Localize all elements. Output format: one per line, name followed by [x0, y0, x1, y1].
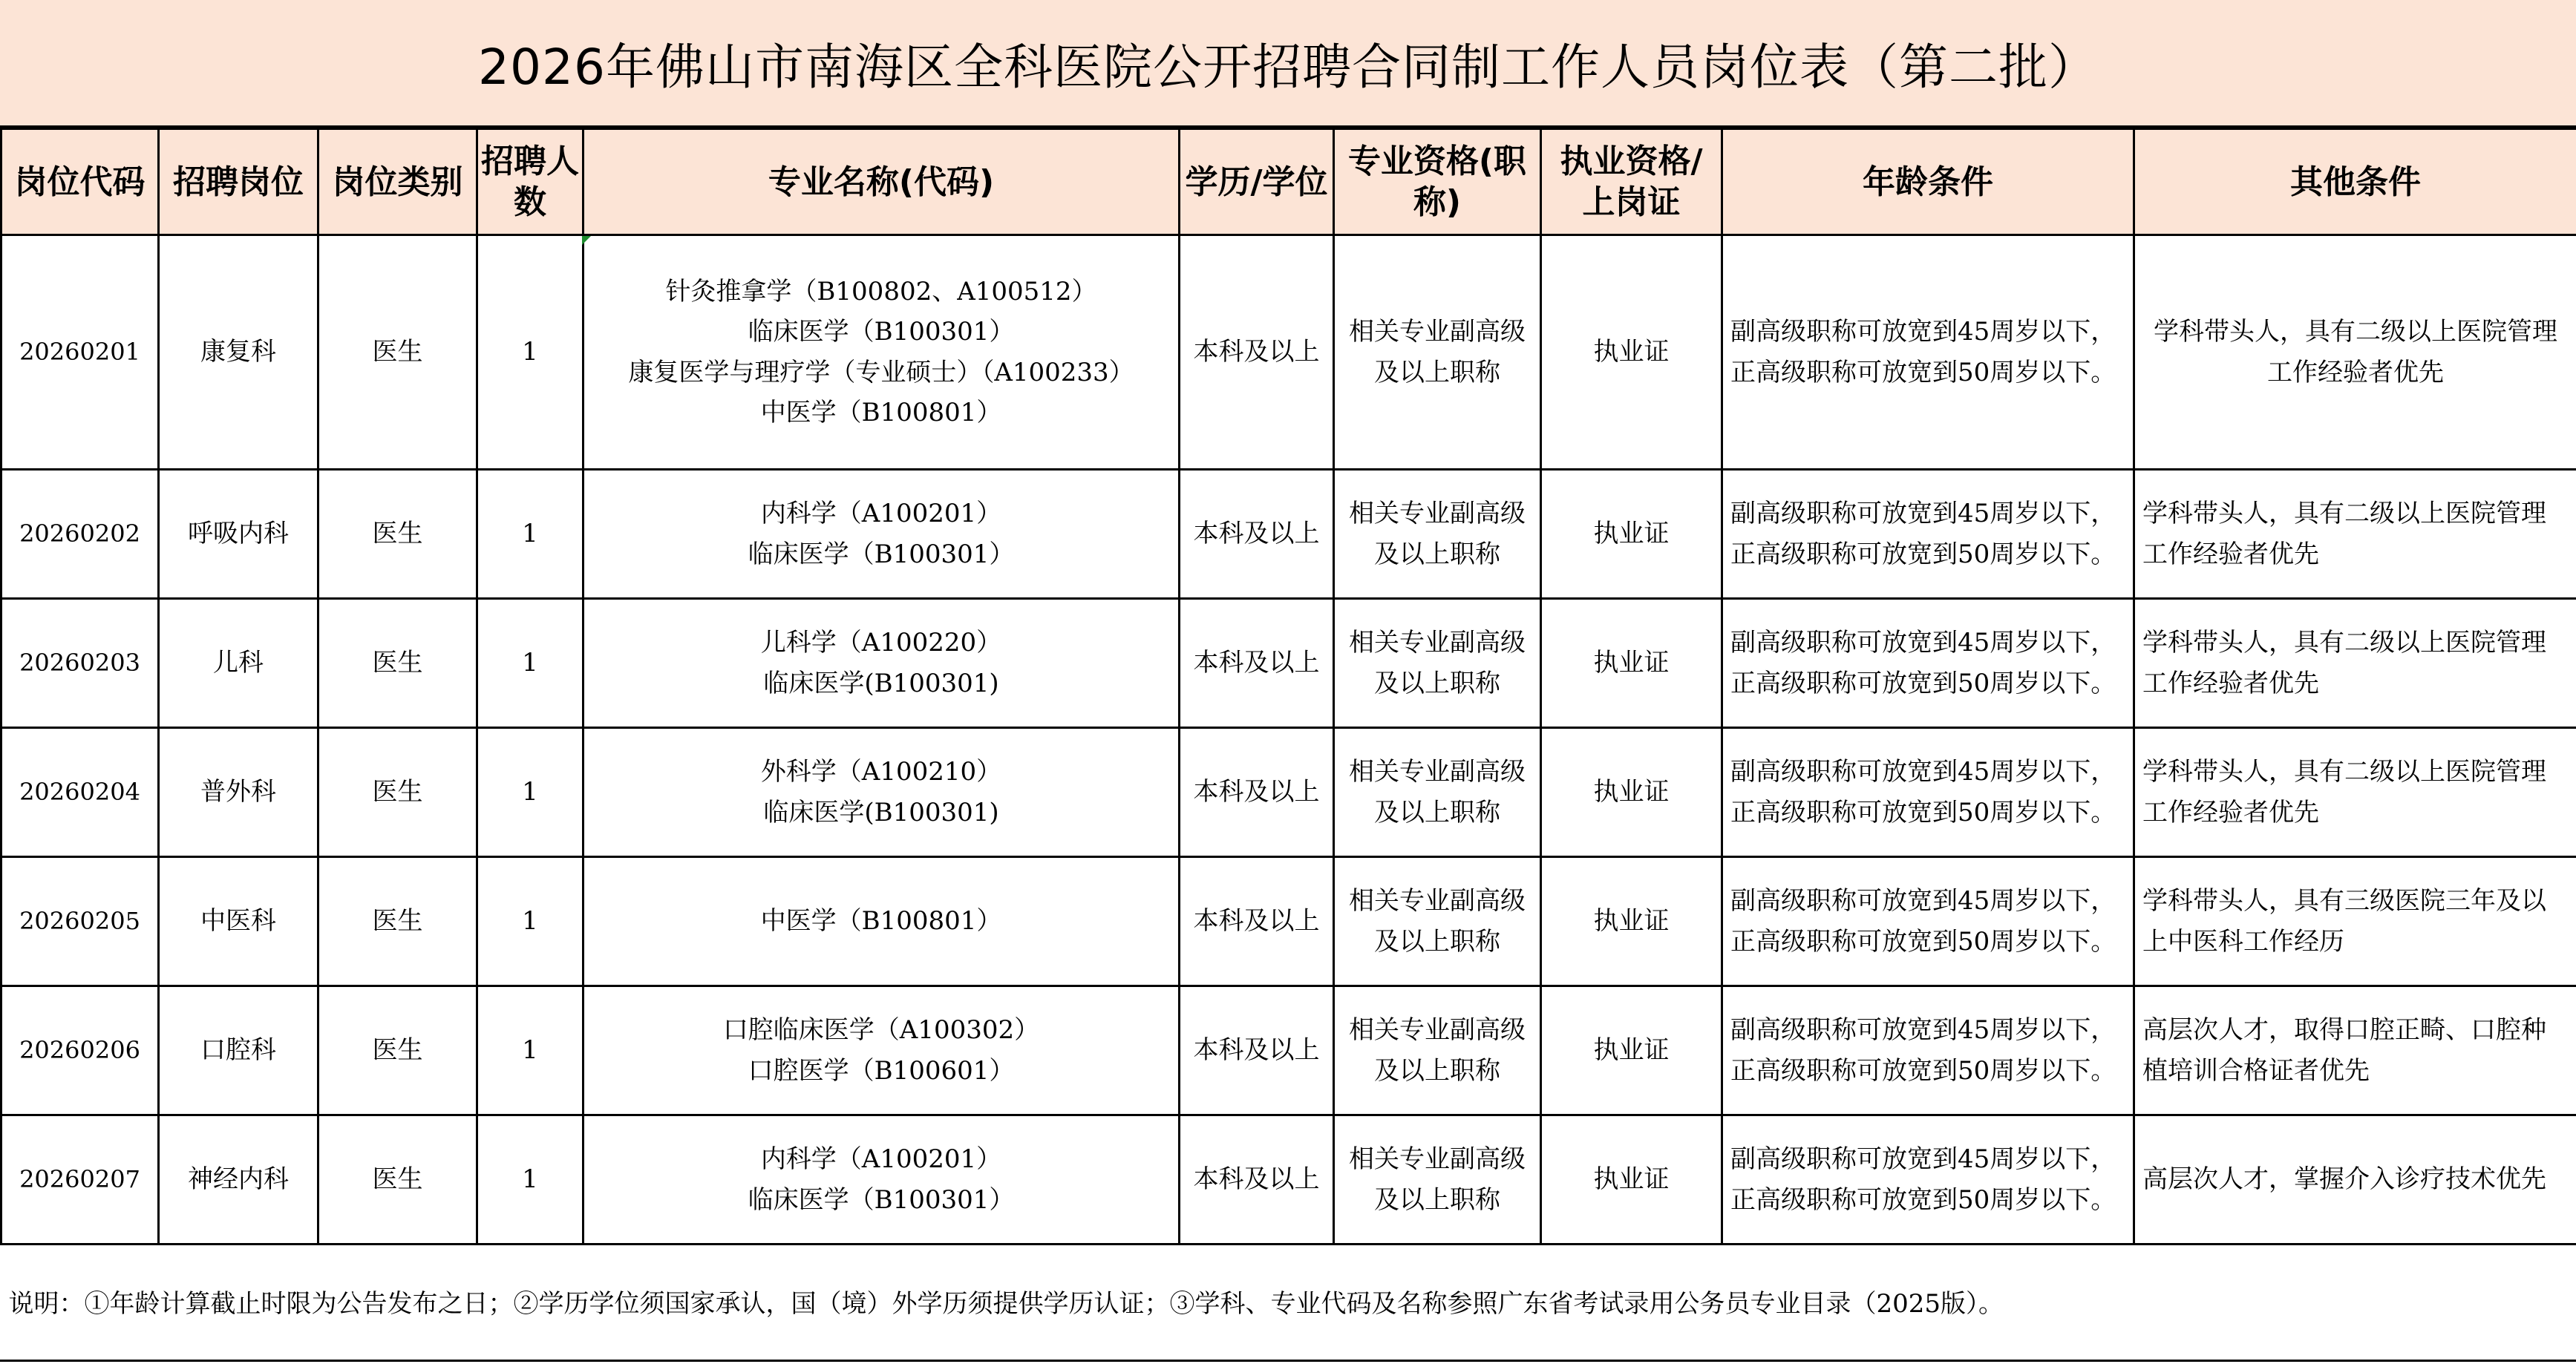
page-title: 2026年佛山市南海区全科医院公开招聘合同制工作人员岗位表（第二批）: [0, 0, 2576, 128]
header-row: [1, 129, 2576, 235]
cell-major: 针灸推拿学（B100802、A100512） 临床医学（B100301） 康复医学与理疗学（专业硕士）（A100233） 中医学（B100801）: [583, 235, 1180, 470]
cell-category: 医生: [318, 470, 477, 599]
sheet-bottom-border: [0, 1360, 2576, 1362]
cell-license: 执业证: [1541, 235, 1722, 470]
cell-age: 副高级职称可放宽到45周岁以下，正高级职称可放宽到50周岁以下。: [1722, 986, 2134, 1115]
header-education: 学历/学位: [1180, 129, 1334, 235]
cell-qualification: 相关专业副高级及以上职称: [1334, 470, 1541, 599]
cell-other: 学科带头人，具有二级以上医院管理工作经验者优先: [2134, 235, 2576, 470]
cell-count: 1: [477, 470, 583, 599]
cell-code: 20260204: [1, 728, 159, 857]
cell-license: 执业证: [1541, 470, 1722, 599]
cell-license: 执业证: [1541, 1115, 1722, 1245]
header-code: 岗位代码: [1, 129, 159, 235]
cell-category: 医生: [318, 728, 477, 857]
cell-education: 本科及以上: [1180, 1115, 1334, 1245]
header-major: 专业名称(代码): [583, 129, 1180, 235]
cell-qualification: 相关专业副高级及以上职称: [1334, 235, 1541, 470]
header-qualification: 专业资格(职称): [1334, 129, 1541, 235]
cell-count: 1: [477, 986, 583, 1115]
cell-qualification: 相关专业副高级及以上职称: [1334, 599, 1541, 728]
cell-other: 学科带头人，具有二级以上医院管理工作经验者优先: [2134, 728, 2576, 857]
cell-count: 1: [477, 1115, 583, 1245]
cell-count: 1: [477, 599, 583, 728]
cell-license: 执业证: [1541, 728, 1722, 857]
table-row: [1, 599, 2576, 728]
cell-position: 中医科: [159, 857, 318, 986]
cell-other: 学科带头人，具有二级以上医院管理工作经验者优先: [2134, 599, 2576, 728]
table-row: [1, 986, 2576, 1115]
cell-qualification: 相关专业副高级及以上职称: [1334, 986, 1541, 1115]
cell-other: 学科带头人，具有三级医院三年及以上中医科工作经历: [2134, 857, 2576, 986]
table-row: [1, 1115, 2576, 1245]
cell-code: 20260207: [1, 1115, 159, 1245]
header-other: 其他条件: [2134, 129, 2576, 235]
table-row: [1, 235, 2576, 470]
table-row: [1, 857, 2576, 986]
cell-major: 儿科学（A100220） 临床医学(B100301): [583, 599, 1180, 728]
cell-age: 副高级职称可放宽到45周岁以下，正高级职称可放宽到50周岁以下。: [1722, 1115, 2134, 1245]
cell-education: 本科及以上: [1180, 470, 1334, 599]
cell-education: 本科及以上: [1180, 857, 1334, 986]
cell-other: 高层次人才，掌握介入诊疗技术优先: [2134, 1115, 2576, 1245]
cell-major: 内科学（A100201） 临床医学（B100301）: [583, 470, 1180, 599]
cell-count: 1: [477, 235, 583, 470]
cell-education: 本科及以上: [1180, 728, 1334, 857]
cell-position: 普外科: [159, 728, 318, 857]
cell-category: 医生: [318, 986, 477, 1115]
cell-category: 医生: [318, 599, 477, 728]
table-row: [1, 470, 2576, 599]
cell-education: 本科及以上: [1180, 235, 1334, 470]
cell-license: 执业证: [1541, 986, 1722, 1115]
header-age: 年龄条件: [1722, 129, 2134, 235]
cell-education: 本科及以上: [1180, 986, 1334, 1115]
cell-position: 康复科: [159, 235, 318, 470]
header-license: 执业资格/上岗证: [1541, 129, 1722, 235]
cell-age: 副高级职称可放宽到45周岁以下，正高级职称可放宽到50周岁以下。: [1722, 857, 2134, 986]
cell-other: 高层次人才，取得口腔正畸、口腔种植培训合格证者优先: [2134, 986, 2576, 1115]
cell-code: 20260202: [1, 470, 159, 599]
cell-position: 神经内科: [159, 1115, 318, 1245]
cell-count: 1: [477, 857, 583, 986]
cell-age: 副高级职称可放宽到45周岁以下，正高级职称可放宽到50周岁以下。: [1722, 470, 2134, 599]
cell-license: 执业证: [1541, 857, 1722, 986]
footnote: 说明：①年龄计算截止时限为公告发布之日；②学历学位须国家承认，国（境）外学历须提供学历认证；③学科、专业代码及名称参照广东省考试录用公务员专业目录（2025版）。: [1, 1245, 2576, 1363]
cell-count: 1: [477, 728, 583, 857]
cell-age: 副高级职称可放宽到45周岁以下，正高级职称可放宽到50周岁以下。: [1722, 599, 2134, 728]
cell-category: 医生: [318, 1115, 477, 1245]
cell-education: 本科及以上: [1180, 599, 1334, 728]
cell-major: 口腔临床医学（A100302） 口腔医学（B100601）: [583, 986, 1180, 1115]
header-position: 招聘岗位: [159, 129, 318, 235]
cell-category: 医生: [318, 235, 477, 470]
cell-age: 副高级职称可放宽到45周岁以下，正高级职称可放宽到50周岁以下。: [1722, 728, 2134, 857]
cell-code: 20260203: [1, 599, 159, 728]
cell-qualification: 相关专业副高级及以上职称: [1334, 857, 1541, 986]
cell-category: 医生: [318, 857, 477, 986]
header-category: 岗位类别: [318, 129, 477, 235]
cell-comment-marker-icon: [582, 236, 591, 245]
note-row: [1, 1245, 2576, 1363]
cell-license: 执业证: [1541, 599, 1722, 728]
cell-qualification: 相关专业副高级及以上职称: [1334, 728, 1541, 857]
positions-table: [0, 128, 2576, 1363]
cell-code: 20260206: [1, 986, 159, 1115]
header-count: 招聘人数: [477, 129, 583, 235]
cell-position: 儿科: [159, 599, 318, 728]
cell-major: 外科学（A100210） 临床医学(B100301): [583, 728, 1180, 857]
cell-code: 20260205: [1, 857, 159, 986]
cell-other: 学科带头人，具有二级以上医院管理工作经验者优先: [2134, 470, 2576, 599]
table-row: [1, 728, 2576, 857]
cell-position: 口腔科: [159, 986, 318, 1115]
cell-age: 副高级职称可放宽到45周岁以下，正高级职称可放宽到50周岁以下。: [1722, 235, 2134, 470]
cell-major: 内科学（A100201） 临床医学（B100301）: [583, 1115, 1180, 1245]
cell-major: 中医学（B100801）: [583, 857, 1180, 986]
cell-code: 20260201: [1, 235, 159, 470]
cell-qualification: 相关专业副高级及以上职称: [1334, 1115, 1541, 1245]
cell-position: 呼吸内科: [159, 470, 318, 599]
